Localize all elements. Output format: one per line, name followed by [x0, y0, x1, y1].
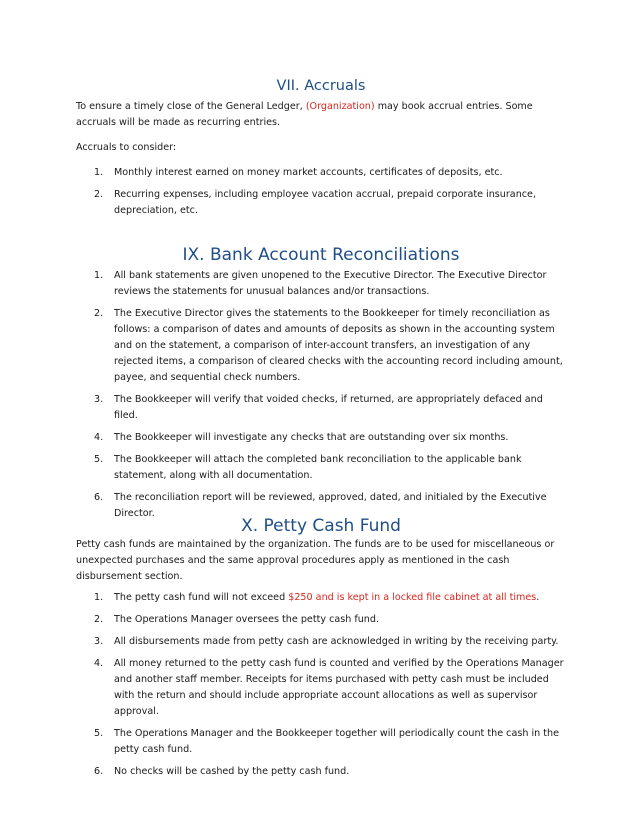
accruals-intro-post: may book accrual entries. Some accruals will be made as recurring entries.: [76, 101, 533, 129]
list-item-number: 4.: [94, 658, 104, 670]
list-item-text: The Executive Director gives the statements to the Bookkeeper for timely reconciliation as follows: a comparison of dates and amounts of deposits as shown in the accounting system and on the statement, a comparison of inter-account transfers, an investigation of any rejected items, a comparison of cleared checks with the accounting record including amount, payee, and sequential check numbers.: [114, 308, 563, 384]
list-item-text: The Bookkeeper will investigate any checks that are outstanding over six months.: [114, 432, 509, 444]
list-item: [76, 392, 566, 424]
list-item-text: All money returned to the petty cash fund is counted and verified by the Operations Manager and another staff member. Receipts for items purchased with petty cash must be included with the return and should include appropriate account allocations as well as supervisor approval.: [114, 658, 564, 718]
accruals-section: [76, 78, 566, 219]
list-item-text: No checks will be cashed by the petty cash fund.: [114, 766, 350, 778]
list-item: [76, 165, 566, 181]
list-item-number: 3.: [94, 394, 104, 406]
list-item: [76, 590, 566, 606]
list-item: [76, 187, 566, 219]
list-item: [76, 612, 566, 628]
list-item-number: 2.: [94, 614, 104, 626]
list-item: [76, 268, 566, 300]
petty-cash-intro: Petty cash funds are maintained by the organization. The funds are to be used for miscellaneous or unexpected purchases and the same approval procedures apply as mentioned in the cash disbursement section.: [76, 539, 555, 583]
list-item-number: 5.: [94, 728, 104, 740]
bank-reconciliation-section: [76, 245, 566, 522]
list-item-number: 4.: [94, 432, 104, 444]
petty-cash-list: [76, 590, 566, 780]
list-item-number: 6.: [94, 766, 104, 778]
petty-cash-limit-highlight: $250 and is kept in a locked file cabinet at all times: [288, 592, 537, 604]
list-item: [76, 634, 566, 650]
petty-cash-section: [76, 516, 566, 780]
list-item-number: 1.: [94, 592, 104, 604]
list-item-number: 5.: [94, 454, 104, 466]
accruals-intro: [76, 99, 566, 131]
list-item-text: The Operations Manager and the Bookkeeper together will periodically count the cash in the petty cash fund.: [114, 728, 559, 756]
list-item: [76, 656, 566, 720]
bank-reconciliation-list: [76, 268, 566, 522]
list-item-text: Monthly interest earned on money market accounts, certificates of deposits, etc.: [114, 167, 503, 179]
petty-cash-heading: X. Petty Cash Fund: [241, 516, 401, 536]
accruals-consider-label: Accruals to consider:: [76, 142, 177, 154]
list-item-text: All disbursements made from petty cash are acknowledged in writing by the receiving party.: [114, 636, 559, 648]
list-item: [76, 452, 566, 484]
accruals-heading: VII. Accruals: [276, 78, 366, 94]
list-item-number: 2.: [94, 308, 104, 320]
list-item: [76, 306, 566, 386]
list-item: [76, 726, 566, 758]
list-item-number: 1.: [94, 270, 104, 282]
list-item-number: 3.: [94, 636, 104, 648]
list-item: [76, 764, 566, 780]
list-item-number: 1.: [94, 167, 104, 179]
list-item-text: The Bookkeeper will verify that voided checks, if returned, are appropriately defaced and filed.: [114, 394, 543, 422]
list-item-text: Recurring expenses, including employee vacation accrual, prepaid corporate insurance, depreciation, etc.: [114, 189, 536, 217]
list-item-number: 6.: [94, 492, 104, 504]
list-item: [76, 430, 566, 446]
accruals-list: [76, 165, 566, 219]
list-item-text-pre: The petty cash fund will not exceed: [114, 592, 289, 604]
list-item-number: 2.: [94, 189, 104, 201]
organization-placeholder: (Organization): [305, 101, 375, 113]
list-item-text: The Operations Manager oversees the petty cash fund.: [114, 614, 380, 626]
accruals-intro-pre: To ensure a timely close of the General Ledger,: [76, 101, 306, 113]
list-item-text: The Bookkeeper will attach the completed bank reconciliation to the applicable bank statement, along with all documentation.: [114, 454, 522, 482]
list-item-text: All bank statements are given unopened to the Executive Director. The Executive Director reviews the statements for unusual balances and/or transactions.: [114, 270, 547, 298]
list-item-text-post: .: [536, 592, 540, 604]
list-item-text: The reconciliation report will be reviewed, approved, dated, and initialed by the Executive Director.: [114, 492, 547, 520]
bank-reconciliation-heading: IX. Bank Account Reconciliations: [182, 245, 460, 265]
